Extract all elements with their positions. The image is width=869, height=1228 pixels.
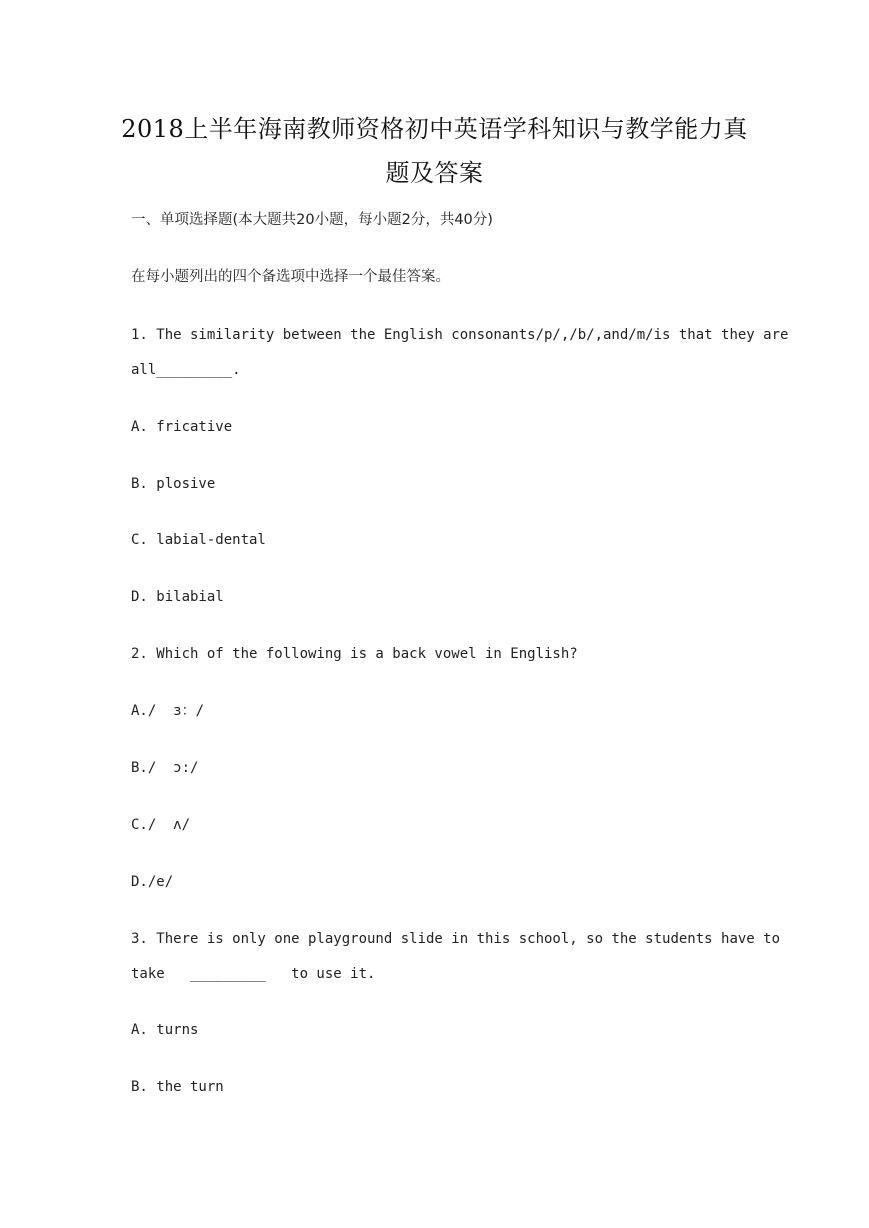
- question-1-option-d: D. bilabial: [131, 589, 224, 605]
- question-3-stem-line-2: take _________ to use it.: [131, 966, 376, 982]
- question-2-option-b: B./ ɔ:/: [131, 760, 199, 776]
- question-2-stem: 2. Which of the following is a back vowel in English?: [131, 646, 578, 662]
- question-1-stem-line-2: all_________.: [131, 362, 241, 378]
- question-1-option-b: B. plosive: [131, 476, 216, 492]
- document-title-line-2: 题及答案: [385, 159, 484, 187]
- document-title-line-1: 2018上半年海南教师资格初中英语学科知识与教学能力真: [121, 115, 748, 143]
- question-3-stem-line-1: 3. There is only one playground slide in this school, so the students have to: [131, 931, 781, 947]
- question-2-option-c: C./ ʌ/: [131, 817, 191, 833]
- question-3-option-a: A. turns: [131, 1022, 199, 1038]
- question-1-stem-line-1: 1. The similarity between the English consonants/p/,/b/,and/m/is that they are: [131, 327, 789, 343]
- section-heading: 一、单项选择题(本大题共20小题，每小题2分，共40分): [131, 212, 493, 228]
- question-3-option-b: B. the turn: [131, 1079, 224, 1095]
- question-2-option-a: A./ ɜ：/: [131, 703, 205, 719]
- question-2-option-d: D./e/: [131, 874, 174, 890]
- question-1-option-c: C. labial-dental: [131, 532, 266, 548]
- instruction-text: 在每小题列出的四个备选项中选择一个最佳答案。: [131, 269, 450, 285]
- question-1-option-a: A. fricative: [131, 419, 233, 435]
